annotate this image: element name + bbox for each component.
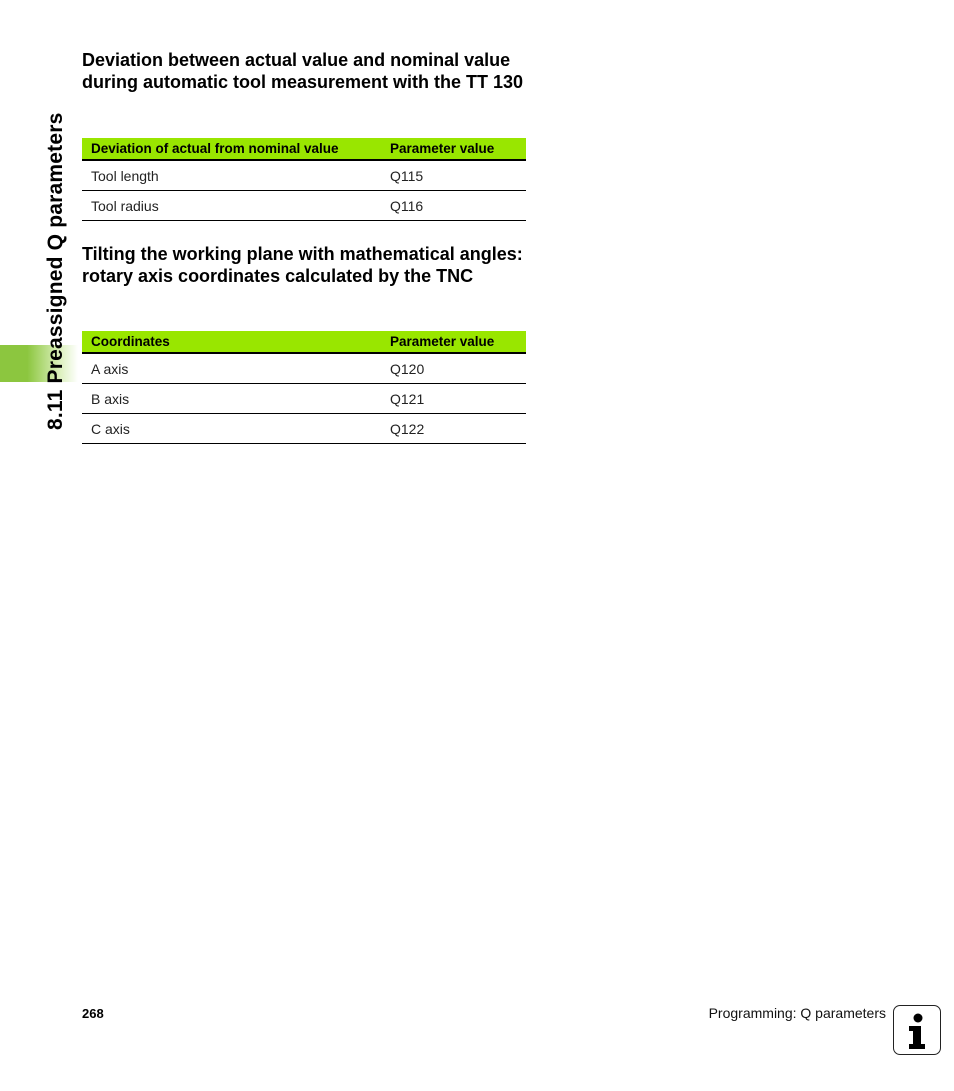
table-cell: Q122 [381,414,526,444]
table-cell: Q121 [381,384,526,414]
table-row [82,191,526,221]
column-header: Parameter value [381,138,526,160]
table-header-row [82,331,526,353]
table-cell: C axis [82,414,381,444]
table-row [82,384,526,414]
table-cell: Q120 [381,353,526,384]
footer-chapter-title: Programming: Q parameters [708,1005,886,1021]
table-cell: Tool length [82,160,381,191]
chapter-title-vertical: 8.11 Preassigned Q parameters [44,112,67,430]
table-cell: Q116 [381,191,526,221]
table-cell: A axis [82,353,381,384]
table-cell: B axis [82,384,381,414]
table-row [82,160,526,191]
section-heading-tool-measurement: Deviation between actual value and nominal value during automatic tool measurement with the TT 130 [82,50,524,92]
table-row [82,353,526,384]
column-header: Coordinates [82,331,381,353]
info-icon [893,1005,941,1055]
column-header: Deviation of actual from nominal value [82,138,381,160]
tool-deviation-table [82,138,526,221]
page-number: 268 [82,1006,104,1021]
table-header-row [82,138,526,160]
table-cell: Q115 [381,160,526,191]
table-cell: Tool radius [82,191,381,221]
column-header: Parameter value [381,331,526,353]
table-row [82,414,526,444]
rotary-axis-table [82,331,526,444]
section-heading-tilting-plane: Tilting the working plane with mathematical angles: rotary axis coordinates calculated by the TNC [82,244,523,286]
